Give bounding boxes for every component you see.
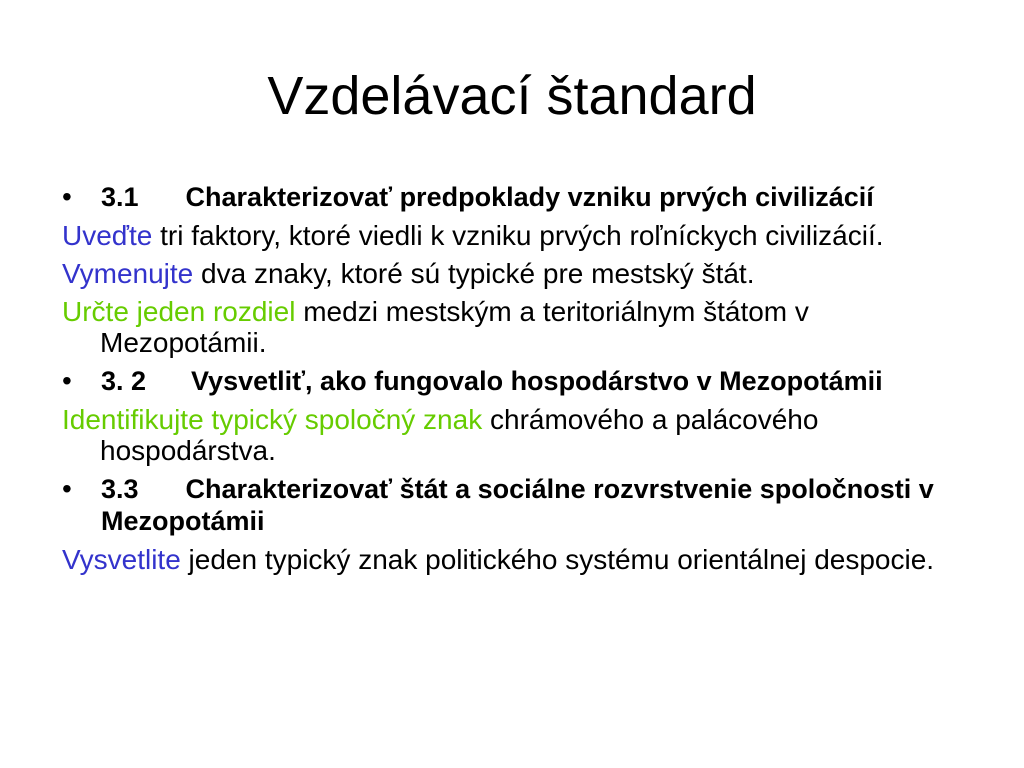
task-verb: Uveďte [62, 220, 153, 251]
standard-number: 3.3 [101, 474, 139, 504]
task-text: jeden typický znak politického systému orientálnej despocie. [180, 544, 935, 575]
slide-title: Vzdelávací štandard [267, 66, 757, 126]
task-item [62, 258, 962, 289]
bullet: • [62, 181, 72, 212]
task-text: dva znaky, ktoré sú typické pre mestský štát. [193, 258, 755, 289]
task-verb: Vymenujte [62, 258, 194, 289]
task-item [62, 404, 962, 466]
bullet: • [62, 365, 72, 396]
task-text: medzi mestským a teritoriálnym štátom v Mezopotámii. [100, 296, 809, 358]
task-text: chrámového a palácového hospodárstva. [100, 404, 819, 466]
task-text: tri faktory, ktoré viedli k vzniku prvých roľníckych civilizácií. [152, 220, 884, 251]
task-verb: Vysvetlite [62, 544, 181, 575]
task-verb: Určte jeden rozdiel [62, 296, 296, 327]
standard-number: 3.1 [101, 182, 139, 212]
slide-content [62, 181, 962, 582]
task-verb: Identifikujte typický spoločný znak [62, 404, 483, 435]
standard-heading-3-3 [62, 473, 962, 537]
task-item [62, 296, 962, 358]
standard-text: Vysvetliť, ako fungovalo hospodárstvo v Mezopotámii [191, 366, 883, 396]
standard-heading-3-1 [62, 181, 962, 213]
standard-text: Charakterizovať predpoklady vzniku prvých civilizácií [185, 182, 874, 212]
standard-number: 3. 2 [101, 366, 147, 396]
standard-heading-3-2 [62, 365, 962, 397]
bullet: • [62, 473, 72, 504]
task-item [62, 544, 962, 575]
task-item [62, 220, 962, 251]
standard-text: Charakterizovať štát a sociálne rozvrstvenie spoločnosti v Mezopotámii [101, 474, 934, 536]
